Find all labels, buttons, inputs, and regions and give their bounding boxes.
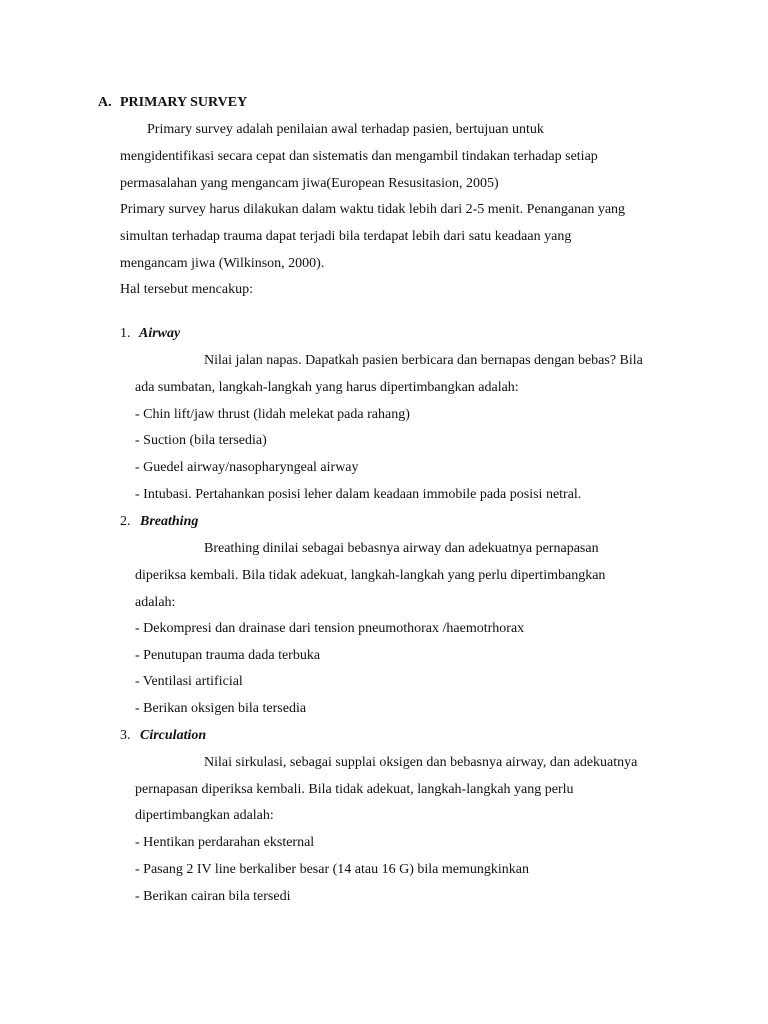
- item-1-bullet-4: - Intubasi. Pertahankan posisi leher dalam keadaan immobile pada posisi netral.: [135, 487, 582, 502]
- intro-p3: Hal tersebut mencakup:: [120, 282, 253, 297]
- item-2-para-line-2: diperiksa kembali. Bila tidak adekuat, langkah-langkah yang perlu dipertimbangkan: [135, 568, 606, 583]
- item-2-bullet-1: - Dekompresi dan drainase dari tension pneumothorax /haemotrhorax: [135, 621, 525, 636]
- intro-p1-line-2: mengidentifikasi secara cepat dan sistematis dan mengambil tindakan terhadap setiap: [120, 149, 598, 164]
- item-2-number: 2.: [120, 514, 131, 529]
- item-3-para-line-1: Nilai sirkulasi, sebagai supplai oksigen dan bebasnya airway, dan adekuatnya: [204, 755, 638, 770]
- item-2-para-line-1: Breathing dinilai sebagai bebasnya airway dan adekuatnya pernapasan: [204, 541, 599, 556]
- item-1-number: 1.: [120, 326, 131, 341]
- item-3-para-line-3: dipertimbangkan adalah:: [135, 808, 274, 823]
- item-3-bullet-2: - Pasang 2 IV line berkaliber besar (14 atau 16 G) bila memungkinkan: [135, 862, 529, 877]
- intro-p2-line-3: mengancam jiwa (Wilkinson, 2000).: [120, 256, 325, 271]
- item-1-para-line-1: Nilai jalan napas. Dapatkah pasien berbicara dan bernapas dengan bebas? Bila: [204, 353, 643, 368]
- intro-p1-line-1: Primary survey adalah penilaian awal terhadap pasien, bertujuan untuk: [147, 122, 544, 137]
- item-1-bullet-3: - Guedel airway/nasopharyngeal airway: [135, 460, 359, 475]
- item-2-bullet-2: - Penutupan trauma dada terbuka: [135, 648, 321, 663]
- section-title: PRIMARY SURVEY: [120, 95, 248, 110]
- item-3-number: 3.: [120, 728, 131, 743]
- item-3-bullet-1: - Hentikan perdarahan eksternal: [135, 835, 315, 850]
- item-2-heading: Breathing: [140, 514, 199, 529]
- section-letter: A.: [98, 95, 112, 110]
- item-1-para-line-2: ada sumbatan, langkah-langkah yang harus dipertimbangkan adalah:: [135, 380, 519, 395]
- intro-p2-line-1: Primary survey harus dilakukan dalam waktu tidak lebih dari 2-5 menit. Penanganan yang: [120, 202, 626, 217]
- item-2-para-line-3: adalah:: [135, 595, 176, 610]
- intro-p2-line-2: simultan terhadap trauma dapat terjadi bila terdapat lebih dari satu keadaan yang: [120, 229, 572, 244]
- item-2-bullet-3: - Ventilasi artificial: [135, 674, 243, 689]
- item-1-heading: Airway: [139, 326, 181, 341]
- item-1-bullet-2: - Suction (bila tersedia): [135, 433, 267, 448]
- item-2-bullet-4: - Berikan oksigen bila tersedia: [135, 701, 307, 716]
- item-3-heading: Circulation: [140, 728, 207, 743]
- item-1-bullet-1: - Chin lift/jaw thrust (lidah melekat pada rahang): [135, 407, 410, 422]
- item-3-bullet-3: - Berikan cairan bila tersedi: [135, 889, 291, 904]
- item-3-para-line-2: pernapasan diperiksa kembali. Bila tidak adekuat, langkah-langkah yang perlu: [135, 782, 574, 797]
- intro-p1-line-3: permasalahan yang mengancam jiwa(European Resusitasion, 2005): [120, 176, 499, 191]
